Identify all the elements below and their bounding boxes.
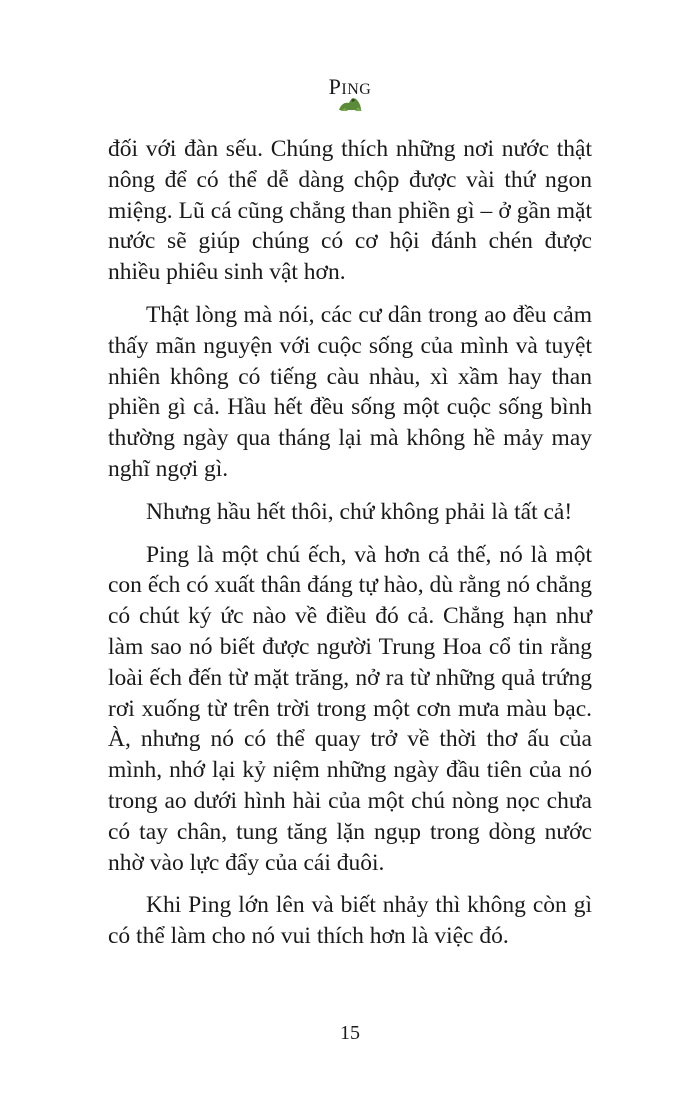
page-number: 15: [340, 1022, 360, 1044]
frog-icon: [337, 94, 363, 112]
header-title-initial: P: [328, 74, 342, 99]
header-title-rest: ING: [341, 81, 372, 98]
paragraph-2: Thật lòng mà nói, các cư dân trong ao đều cảm thấy mãn nguyện với cuộc sống của mình và tuyệt nhiên không có tiếng càu nhàu, xì xầm hay than phiền gì cả. Hầu hết đều sống một cuộc sống bình thường ngày qua tháng lại mà không hề mảy may nghĩ ngợi gì.: [108, 301, 592, 482]
paragraph-3: Nhưng hầu hết thôi, chứ không phải là tất cả!: [146, 498, 573, 525]
paragraph-5: Khi Ping lớn lên và biết nhảy thì không còn gì có thể làm cho nó vui thích hơn là việc đó.: [108, 892, 592, 950]
paragraph-4: Ping là một chú ếch, và hơn cả thế, nó là một con ếch có xuất thân đáng tự hào, dù rằng nó chẳng có chút ký ức nào về điều đó cả. Chẳng hạn như làm sao nó biết được người Trung Hoa cổ tin rằng loài ếch đến từ mặt trăng, nở ra từ những quả trứng rơi xuống từ trên trời trong một cơn mưa màu bạc. À, nhưng nó có thể quay trở về thời thơ ấu của mình, nhớ lại kỷ niệm những ngày đầu tiên của nó trong ao dưới hình hài của một chú nòng nọc chưa có tay chân, tung tăng lặn ngụp trong dòng nước nhờ vào lực đẩy của cái đuôi.: [108, 541, 592, 876]
body-text: [108, 134, 592, 964]
paragraph-1: đối với đàn sếu. Chúng thích những nơi nước thật nông để có thể dễ dàng chộp được vài thứ ngon miệng. Lũ cá cũng chẳng than phiền gì – ở gần mặt nước sẽ giúp chúng có cơ hội đánh chén được nhiều phiêu sinh vật hơn.: [108, 136, 592, 286]
